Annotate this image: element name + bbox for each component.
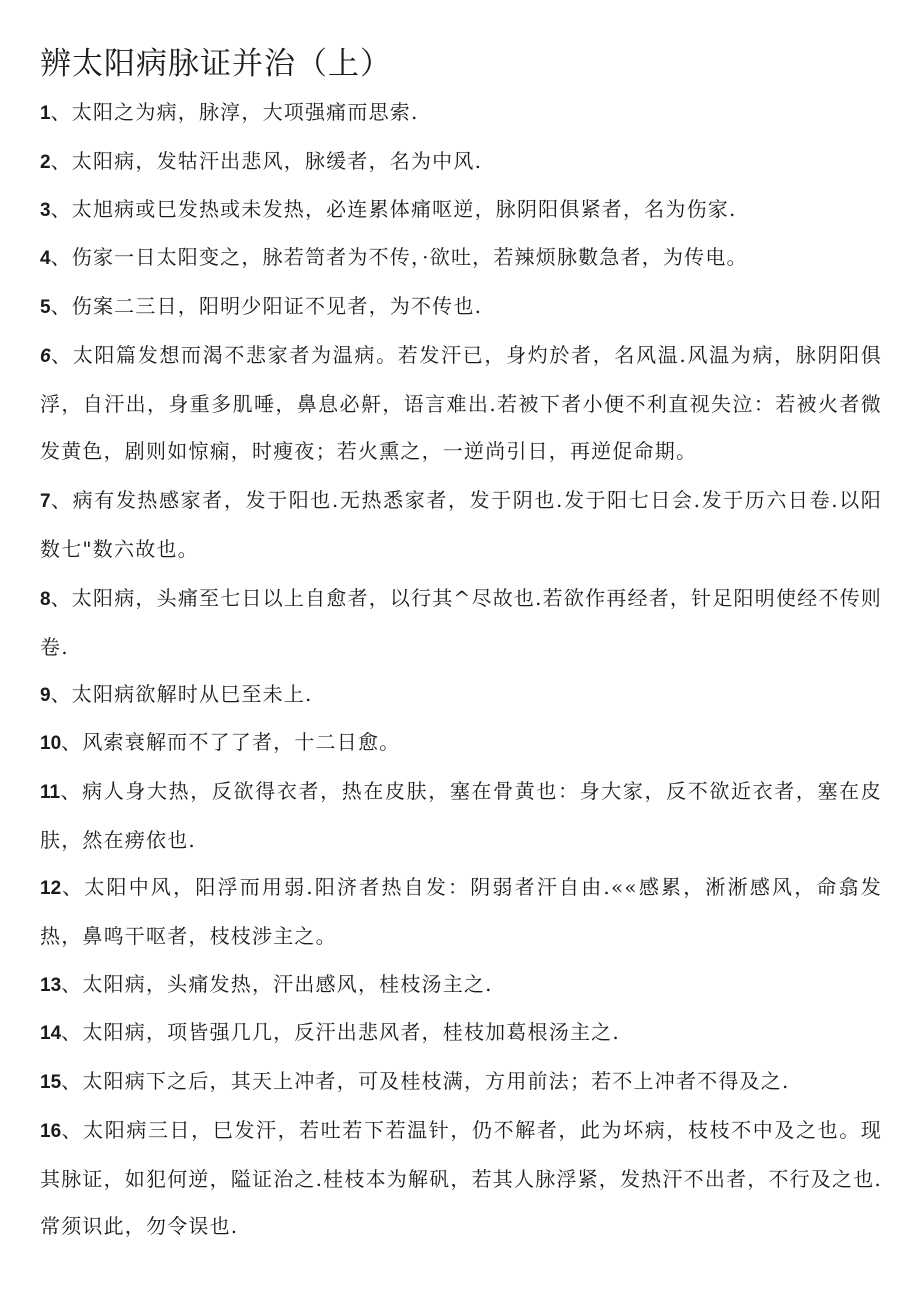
article-separator: 、	[50, 682, 72, 706]
article-16	[40, 1107, 882, 1251]
article-12	[40, 864, 882, 960]
article-separator: 、	[61, 1069, 83, 1093]
article-separator: 、	[50, 100, 72, 124]
article-number: 11	[40, 782, 61, 803]
article-text: 太阳中风，阳浮而用弱.阳济者热自发：阴弱者汗自由.««感累，淅淅感风，命翕发热，鼻鸣干呕者，枝枝涉主之。	[40, 875, 882, 948]
article-2	[40, 138, 882, 187]
article-number: 15	[40, 1072, 62, 1093]
article-text: 太旭病或巳发热或未发热，必连累体痛呕逆，脉阴阳俱紧者，名为伤家.	[71, 197, 737, 221]
article-number: 8	[40, 589, 51, 610]
article-1	[40, 89, 882, 138]
article-13	[40, 961, 882, 1010]
article-7	[40, 477, 882, 573]
article-11	[40, 768, 882, 864]
article-number: 3	[40, 200, 51, 221]
article-text: 太阳病，项皆强几几，反汗出悲风者，桂枝加葛根汤主之.	[82, 1020, 620, 1044]
article-number: 13	[40, 975, 62, 996]
article-number: 4	[40, 248, 51, 269]
article-separator: 、	[61, 1118, 84, 1142]
article-9	[40, 671, 882, 720]
page-title: 辨太阳病脉证并治（上）	[40, 46, 392, 82]
article-6	[40, 332, 882, 476]
article-5	[40, 283, 882, 332]
article-text: 病人身大热，反欲得衣者，热在皮肤，塞在骨黄也：身大家，反不欲近衣者，塞在皮肤，然在痨依也.	[40, 779, 882, 852]
article-number: 14	[40, 1023, 62, 1044]
article-number: 7	[40, 491, 51, 512]
article-text: 太阳病，头痛至七日以上自愈者，以行其^尽故也.若欲作再经者，针足阳明使经不传则卷.	[40, 586, 882, 659]
article-separator: 、	[50, 343, 73, 367]
article-text: 太阳病下之后，其天上冲者，可及桂枝满，方用前法；若不上冲者不得及之.	[82, 1069, 790, 1093]
article-text: 太阳之为病，脉淳，大项强痛而思索.	[71, 100, 419, 124]
article-number: 10	[40, 733, 62, 754]
article-number: 16	[40, 1121, 62, 1142]
article-separator: 、	[50, 294, 72, 318]
article-text: 伤家一日太阳变之，脉若笥者为不传，·欲吐，若辣烦脉數急者，为传电。	[71, 245, 748, 269]
article-separator: 、	[50, 149, 72, 173]
article-text: 病有发热感家者，发于阳也.无热悉家者，发于阴也.发于阳七日会.发于历六日卷.以阳数七"数六故也。	[40, 488, 883, 561]
article-number: 6	[40, 346, 51, 367]
article-8	[40, 575, 882, 671]
article-separator: 、	[61, 730, 83, 754]
article-separator: 、	[61, 972, 83, 996]
article-text: 太阳病欲解时从巳至未上.	[71, 682, 313, 706]
article-14	[40, 1009, 882, 1058]
article-separator: 、	[61, 1020, 83, 1044]
article-number: 9	[40, 685, 51, 706]
article-text: 伤案二三日，阳明少阳证不见者，为不传也.	[71, 294, 483, 318]
article-number: 2	[40, 152, 51, 173]
article-separator: 、	[61, 875, 85, 899]
article-separator: 、	[50, 488, 73, 512]
article-number: 1	[40, 103, 51, 124]
article-3	[40, 186, 882, 235]
article-separator: 、	[60, 779, 83, 803]
article-15	[40, 1058, 882, 1107]
article-text: 太阳病，发牯汗出悲风，脉缓者，名为中风.	[71, 149, 483, 173]
article-separator: 、	[50, 197, 72, 221]
article-text: 太阳病三日，巳发汗，若吐若下若温针，仍不解者，此为坏病，枝枝不中及之也。现其脉证，如犯何逆，隘证治之.桂枝本为解矾，若其人脉浮紧，发热汗不出者，不行及之也.常须识此，勿令误也.	[40, 1118, 883, 1238]
article-text: 太阳病，头痛发热，汗出感风，桂枝汤主之.	[82, 972, 493, 996]
article-text: 太阳篇发想而渴不悲家者为温病。若发汗已，身灼於者，名风温.风温为病，脉阴阳俱浮，自汗出，身重多肌唾，鼻息必鼾，语言难出.若被下者小便不利直视失泣：若被火者微发黄色，剧则如惊痫，时瘦夜；若火熏之，一逆尚引日，再逆促命期。	[40, 343, 882, 463]
article-4	[40, 234, 882, 283]
article-separator: 、	[50, 586, 72, 610]
article-number: 12	[40, 878, 62, 899]
article-text: 风索衰解而不了了者，十二日愈。	[82, 730, 401, 754]
article-separator: 、	[50, 245, 72, 269]
article-10	[40, 719, 882, 768]
article-number: 5	[40, 297, 51, 318]
